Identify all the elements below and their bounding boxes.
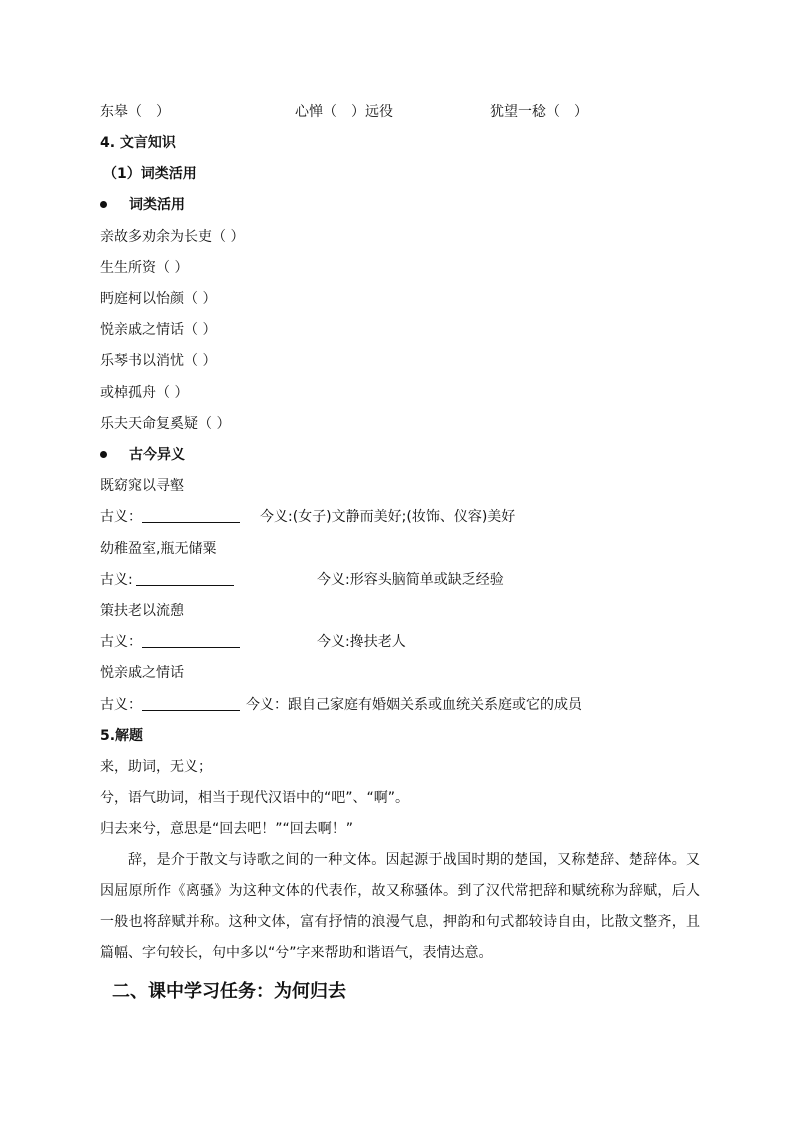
vocab-row [100, 103, 700, 121]
cilei-item: 生生所资（ ） [100, 260, 189, 276]
gujin-meaning-row [100, 696, 700, 714]
ci-paragraph [100, 845, 700, 969]
jin-meaning: 今义:(女子)文静而美好;(妆饰、仪容)美好 [260, 509, 516, 525]
section-heading-4: 4. 文言知识 [100, 135, 176, 151]
bullet-heading-cilei [100, 196, 185, 214]
section-heading-2: 二、课中学习任务：为何归去 [112, 981, 346, 1002]
gujin-meaning-row [100, 633, 700, 651]
jieti-line: 兮，语气助词，相当于现代汉语中的“吧”、“啊”。 [100, 790, 410, 806]
jin-meaning: 今义：跟自己家庭有婚姻关系或血统关系庭或它的成员 [246, 697, 582, 713]
vocab-item-yiren: 犹望一稔（ ） [490, 104, 588, 120]
cilei-item: 亲故多劝余为长吏（ ） [100, 229, 245, 245]
jin-meaning: 今义:搀扶老人 [317, 634, 406, 650]
bullet-heading-gujin [100, 446, 185, 464]
gu-label: 古义： [100, 697, 142, 713]
gu-label: 古义： [100, 634, 142, 650]
jin-meaning: 今义:形容头脑简单或缺乏经验 [317, 572, 504, 588]
gu-blank[interactable] [142, 696, 240, 714]
gujin-source: 幼稚盈室,瓶无储粟 [100, 541, 217, 557]
gujin-meaning-row [100, 571, 700, 589]
jieti-line: 来，助词，无义； [100, 759, 212, 775]
vocab-item-donggao: 东皋（ ） [100, 104, 170, 120]
subsection-heading-1: （1）词类活用 [103, 166, 197, 182]
gu-blank[interactable] [142, 633, 240, 651]
cilei-item: 悦亲戚之情话（ ） [100, 322, 217, 338]
gu-label: 古义: [100, 572, 133, 588]
bullet-heading-label: 古今异义 [129, 447, 185, 463]
cilei-item: 乐琴书以消忧（ ） [100, 353, 217, 369]
gujin-source: 既窈窕以寻壑 [100, 478, 184, 494]
bullet-icon [100, 451, 107, 458]
gujin-meaning-row [100, 508, 700, 526]
gu-blank[interactable] [142, 508, 240, 526]
cilei-item: 或棹孤舟（ ） [100, 385, 189, 401]
bullet-icon [100, 201, 107, 208]
bullet-heading-label: 词类活用 [129, 197, 185, 213]
cilei-item: 眄庭柯以怡颜（ ） [100, 291, 217, 307]
gu-label: 古义： [100, 509, 142, 525]
ci-paragraph-text: 辞，是介于散文与诗歌之间的一种文体。因起源于战国时期的楚国，又称楚辞、楚辞体。又因屈原所作《离骚》为这种文体的代表作，故又称骚体。到了汉代常把辞和赋统称为辞赋，后人一般也将辞赋并称。这种文体，富有抒情的浪漫气息，押韵和句式都较诗自由，比散文整齐，且篇幅、字句较长，句中多以“兮”字来帮助和谐语气，表情达意。 [100, 852, 700, 961]
section-heading-5: 5.解题 [100, 728, 144, 744]
cilei-item: 乐夫天命复奚疑（ ） [100, 416, 231, 432]
vocab-item-xindan: 心惮（ ）远役 [295, 104, 393, 120]
gujin-source: 策扶老以流憩 [100, 603, 184, 619]
gujin-source: 悦亲戚之情话 [100, 665, 184, 681]
jieti-line: 归去来兮，意思是“回去吧！”“回去啊！” [100, 821, 354, 837]
gu-blank[interactable] [136, 571, 234, 589]
